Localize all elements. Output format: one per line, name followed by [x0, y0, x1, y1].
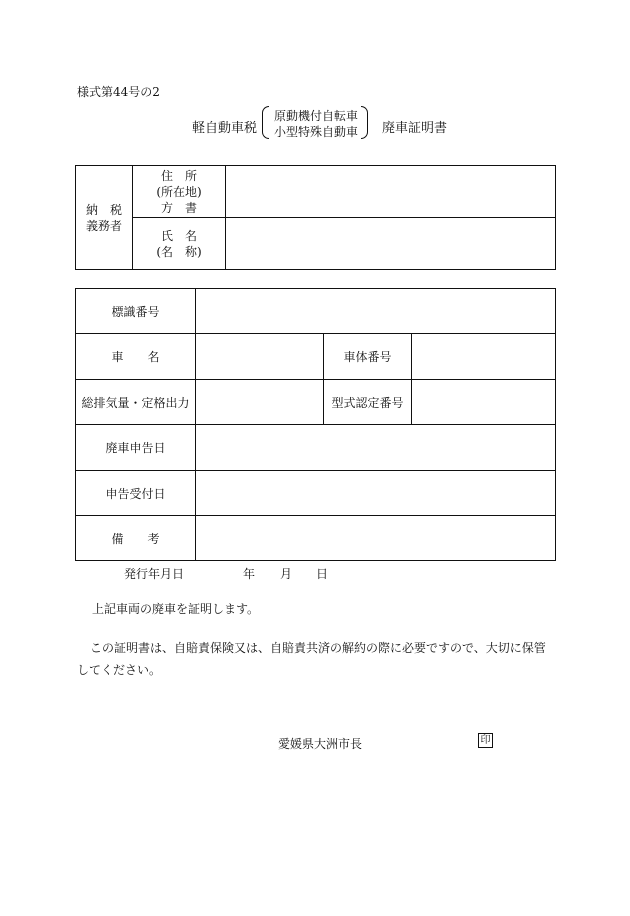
name-label [133, 218, 226, 270]
taxpayer-group-label [76, 166, 133, 270]
name-line1: 氏 名 [160, 228, 197, 243]
title-prefix: 軽自動車税 [192, 121, 258, 136]
displacement-field[interactable] [196, 380, 324, 425]
displacement-label: 総排気量・定格出力 [76, 380, 196, 425]
issuer-name: 愛媛県大洲市長 [278, 737, 363, 751]
vehicle-type-bracket [262, 106, 368, 139]
report-received-date-label: 申告受付日 [76, 471, 196, 516]
address-line3: 方 書 [160, 200, 197, 215]
report-received-date-field[interactable] [196, 471, 556, 516]
left-bracket [262, 106, 269, 139]
issue-year-label: 年 [243, 567, 256, 581]
plate-number-field[interactable] [196, 289, 556, 334]
bracket-line-special: 小型特殊自動車 [274, 125, 359, 139]
address-line1: 住 所 [160, 168, 197, 183]
chassis-number-label: 車体番号 [324, 334, 412, 380]
scrap-report-date-field[interactable] [196, 425, 556, 471]
address-label [133, 166, 226, 218]
issue-day-label: 日 [316, 567, 329, 581]
vehicle-table [75, 288, 556, 561]
seal-mark: 印 [478, 733, 493, 748]
issue-date-label: 発行年月日 [124, 567, 185, 581]
right-bracket [361, 106, 368, 139]
vehicle-name-field[interactable] [196, 334, 324, 380]
address-field[interactable] [226, 166, 556, 218]
type-approval-field[interactable] [412, 380, 556, 425]
name-field[interactable] [226, 218, 556, 270]
title-suffix: 廃車証明書 [382, 121, 448, 136]
taxpayer-group-line1: 納 税 [85, 202, 122, 217]
form-number: 様式第44号の2 [77, 85, 160, 99]
plate-number-label: 標識番号 [76, 289, 196, 334]
certify-statement: 上記車両の廃車を証明します。 [92, 602, 260, 616]
address-line2: (所在地) [156, 184, 202, 199]
scrap-report-date-label: 廃車申告日 [76, 425, 196, 471]
bracket-line-moped: 原動機付自転車 [274, 109, 359, 123]
taxpayer-table [75, 165, 556, 270]
notice-paragraph: この証明書は、自賠責保険又は、自賠責共済の解約の際に必要ですので、大切に保管してください。 [77, 641, 546, 677]
vehicle-name-label: 車 名 [76, 334, 196, 380]
taxpayer-group-line2: 義務者 [85, 218, 122, 233]
remarks-field[interactable] [196, 516, 556, 561]
name-line2: (名 称) [156, 244, 202, 259]
remarks-label: 備 考 [76, 516, 196, 561]
issue-month-label: 月 [280, 567, 293, 581]
chassis-number-field[interactable] [412, 334, 556, 380]
type-approval-label: 型式認定番号 [324, 380, 412, 425]
